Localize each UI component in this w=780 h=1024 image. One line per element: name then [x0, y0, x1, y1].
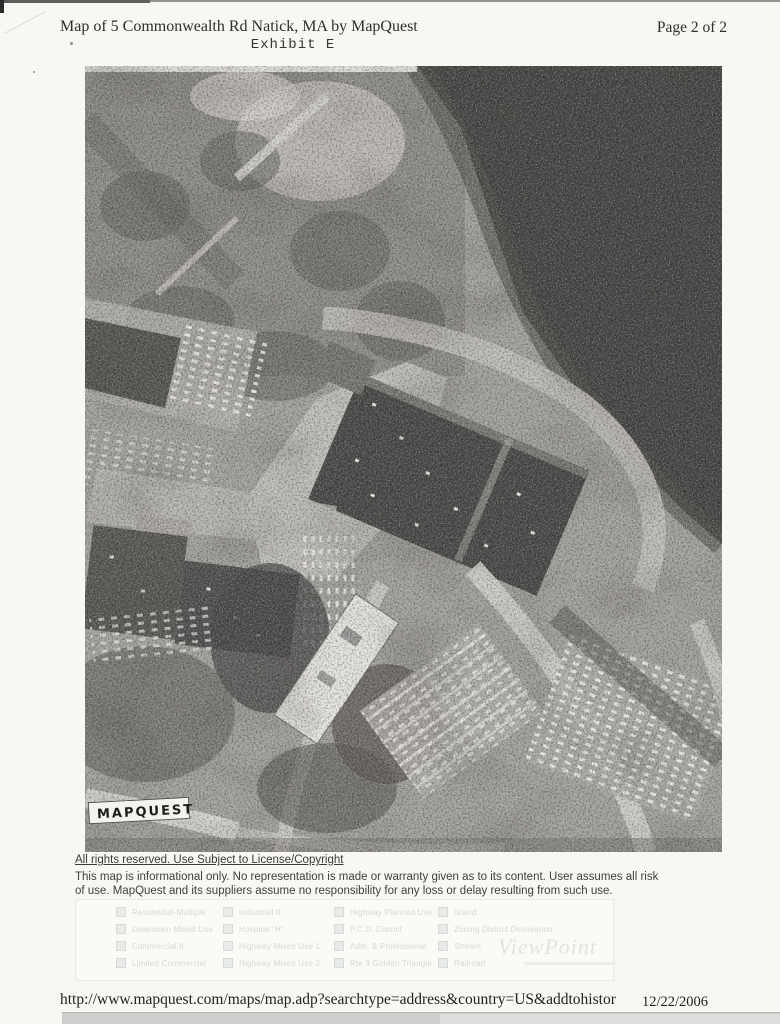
legend-label: Adm. & Professional	[350, 941, 427, 951]
legend-item	[116, 957, 206, 969]
scan-speck	[70, 42, 73, 45]
legend-label: Railroad	[454, 958, 486, 968]
scan-artifact-bottom-strip-light	[440, 1014, 780, 1024]
legend-label: Downtown Mixed Use	[132, 924, 213, 934]
legend-label: Island	[454, 907, 477, 917]
map-legend	[75, 899, 614, 981]
disclaimer-line: of use. MapQuest and its suppliers assume no responsibility for any loss or delay resulting from such use.	[75, 885, 613, 897]
legend-item	[438, 957, 485, 969]
legend-item	[438, 906, 477, 918]
legend-item	[116, 906, 206, 918]
disclaimer-line: This map is informational only. No representation is made or warranty given as to its content. User assumes all risk	[75, 871, 659, 883]
legend-label: Highway Planned Use	[350, 907, 433, 917]
legend-item	[334, 940, 426, 952]
legend-swatch-icon	[223, 958, 233, 968]
exhibit-label: Exhibit E	[250, 37, 336, 53]
legend-label: P.C.D. District	[350, 924, 403, 934]
legend-item	[438, 940, 481, 952]
viewpoint-logo: ViewPoint	[498, 934, 598, 959]
legend-label: Residential-Multiple	[132, 907, 206, 917]
legend-swatch-icon	[223, 941, 233, 951]
scan-artifact-top-dark	[0, 0, 150, 3]
legend-label: Industrial II	[239, 907, 281, 917]
legend-label: Highway Mixed Use 1	[239, 941, 321, 951]
legend-item	[334, 923, 402, 935]
legend-swatch-icon	[438, 907, 448, 917]
page-number: Page 2 of 2	[656, 19, 727, 36]
legend-item	[223, 906, 281, 918]
legend-label: Commercial II	[132, 941, 184, 951]
legend-label: Highway Mixed Use 2	[239, 958, 321, 968]
legend-item	[223, 940, 320, 952]
legend-swatch-icon	[116, 941, 126, 951]
legend-swatch-icon	[223, 907, 233, 917]
legend-swatch-icon	[116, 958, 126, 968]
legend-label: Zoning District Delineation	[454, 924, 553, 934]
legend-label: Hospital "H"	[239, 924, 284, 934]
legend-item	[334, 906, 433, 918]
footer-date: 12/22/2006	[642, 994, 709, 1010]
footer-url: http://www.mapquest.com/maps/map.adp?searchtype=address&country=US&addtohistor	[60, 991, 616, 1008]
legend-marker-a-icon	[438, 924, 448, 934]
legend-swatch-icon	[223, 924, 233, 934]
legend-swatch-icon	[334, 958, 344, 968]
legend-swatch-icon	[334, 924, 344, 934]
legend-hatch-icon	[438, 958, 448, 968]
legend-swatch-icon	[334, 907, 344, 917]
viewpoint-tagline-line	[524, 962, 616, 965]
scan-artifact-left-edge	[0, 0, 4, 13]
legend-label: Stream	[454, 941, 481, 951]
mapquest-watermark-text: MAPQUEST	[96, 802, 195, 823]
photocopy-grain-light	[85, 66, 722, 852]
aerial-photo-map	[85, 66, 722, 852]
legend-item	[223, 923, 284, 935]
legend-item	[116, 923, 213, 935]
legend-swatch-icon	[116, 907, 126, 917]
scan-speck	[33, 71, 35, 73]
legend-item	[223, 957, 320, 969]
legend-label: Limited Commercial	[132, 958, 207, 968]
rights-notice: All rights reserved. Use Subject to License/Copyright	[75, 854, 344, 866]
scan-artifact-crease	[4, 11, 45, 33]
legend-item	[334, 957, 432, 969]
legend-item	[116, 940, 184, 952]
page-title: Map of 5 Commonwealth Rd Natick, MA by MapQuest	[60, 18, 418, 35]
legend-label: Rte 9 Golden Triangle	[350, 958, 433, 968]
disclaimer-text	[75, 870, 775, 898]
legend-swatch-icon	[116, 924, 126, 934]
legend-swatch-icon	[438, 941, 448, 951]
legend-swatch-icon	[334, 941, 344, 951]
